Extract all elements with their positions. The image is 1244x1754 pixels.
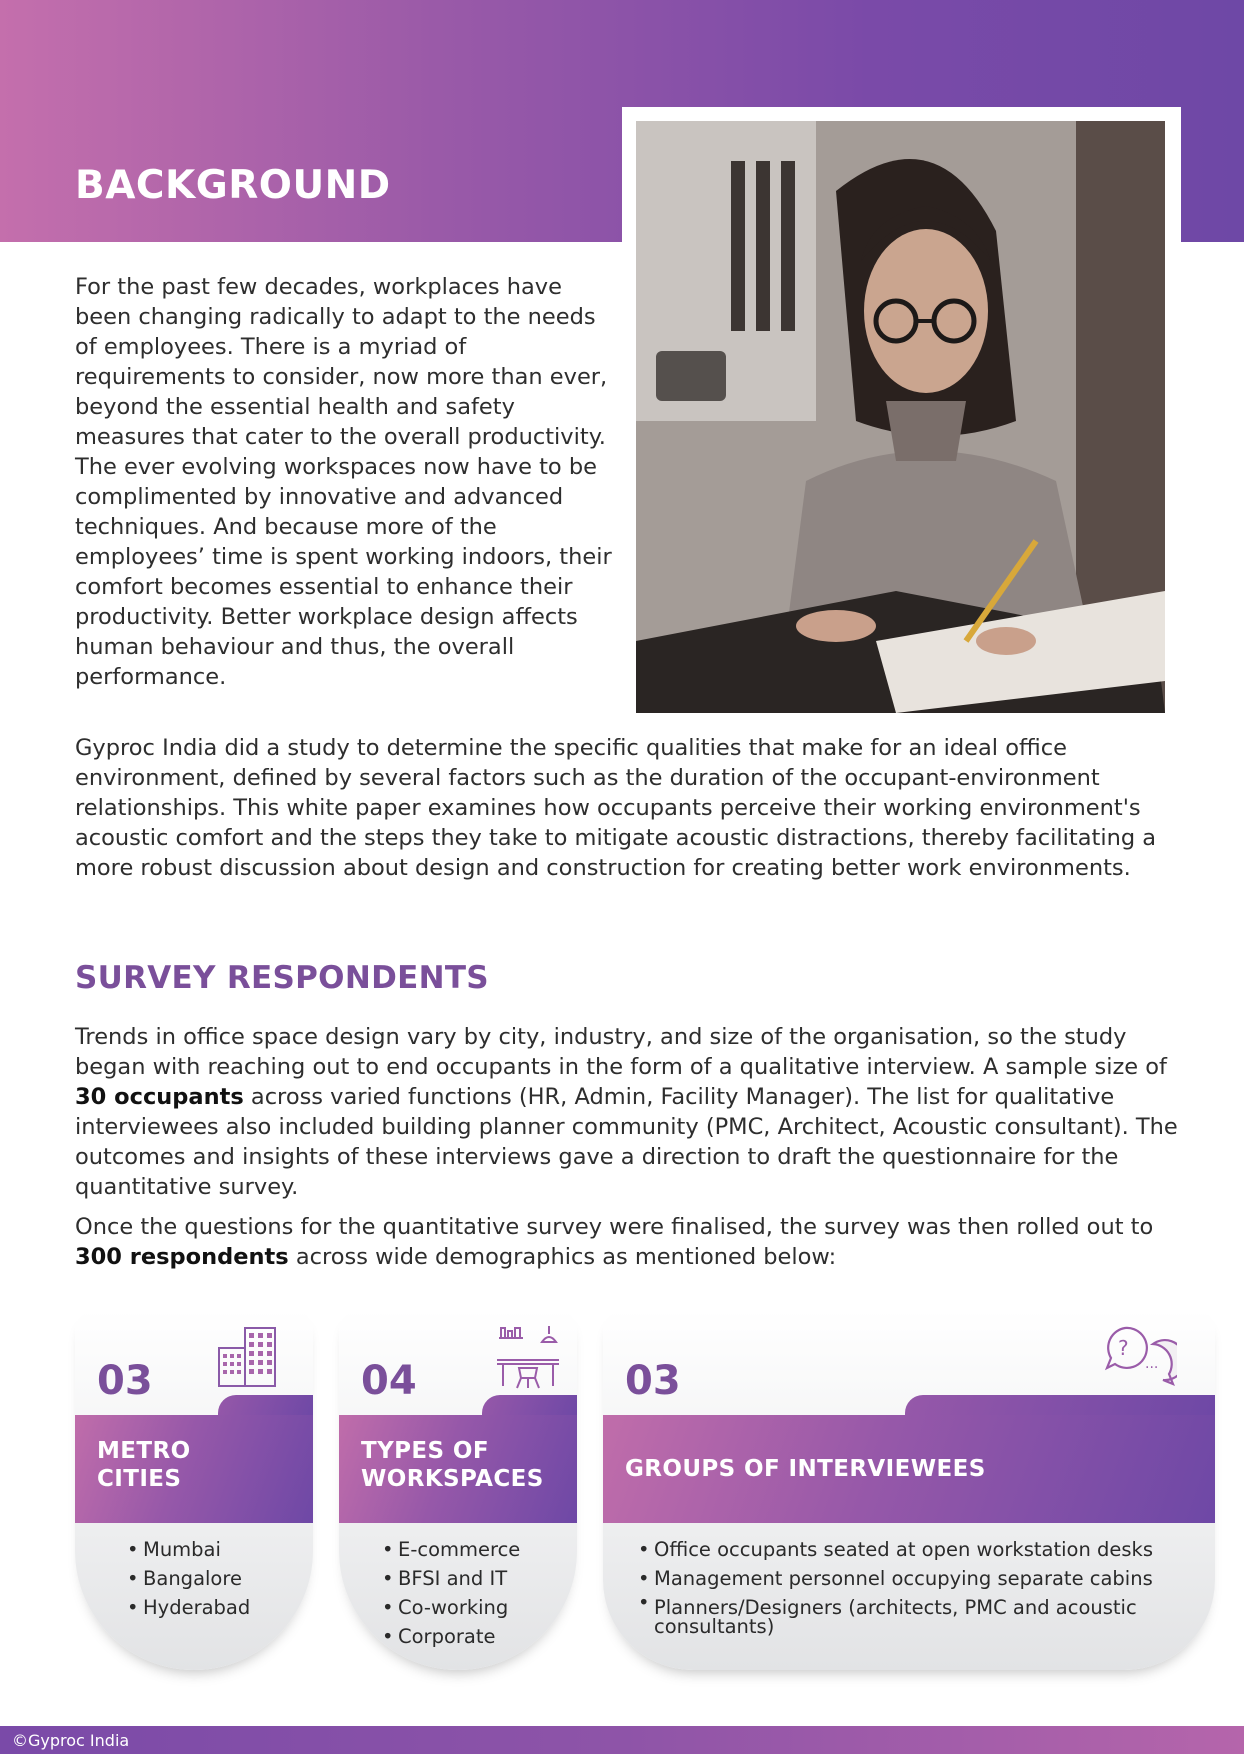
card-label: GROUPS OF INTERVIEWEES bbox=[625, 1456, 986, 1482]
workspace-types-list bbox=[382, 1535, 520, 1651]
survey-paragraph-2: Once the questions for the quantitative survey were finalised, the survey was then rolled out to 300 respondents across wide demographics as mentioned below: bbox=[75, 1214, 1154, 1270]
survey-respondents-title: SURVEY RESPONDENTS bbox=[75, 960, 489, 996]
list-item: • Corporate bbox=[382, 1622, 520, 1651]
groups-of-interviewees-card bbox=[603, 1310, 1215, 1670]
background-paragraph-1: For the past few decades, workplaces have been changing radically to adapt to the needs of employees. There is a myriad of requirements to consider, now more than ever, beyond the essential health and safety measures that cater to the overall productivity. The ever evolving workspaces now have to be complimented by innovative and advanced techniques. And because more of the employees’ time is spent working indoors, their comfort becomes essential to enhance their productivity. Better workplace design affects human behaviour and thus, the overall performance. bbox=[75, 274, 612, 690]
list-item: • BFSI and IT bbox=[382, 1564, 520, 1593]
list-item: • Planners/Designers (architects, PMC and acoustic consultants) bbox=[638, 1593, 1198, 1636]
card-label: METRO CITIES bbox=[97, 1438, 191, 1492]
card-number: 03 bbox=[97, 1358, 153, 1404]
footer-copyright: ©Gyproc India bbox=[12, 1731, 130, 1750]
survey-paragraph-1: Trends in office space design vary by city, industry, and size of the organisation, so the study began with reaching out to end occupants in the form of a qualitative interview. A sample size of 30 occupants across varied functions (HR, Admin, Facility Manager). The list for qualitative interviewees also included building planner community (PMC, Architect, Acoustic consultant). The outcomes and insights of these interviews gave a direction to draft the questionnaire for the quantitative survey. bbox=[75, 1024, 1178, 1200]
list-item: • Bangalore bbox=[127, 1564, 250, 1593]
list-item: • Hyderabad bbox=[127, 1593, 250, 1622]
highlight-30-occupants: 30 occupants bbox=[75, 1084, 244, 1110]
list-item: • E-commerce bbox=[382, 1535, 520, 1564]
card-number: 04 bbox=[361, 1358, 417, 1404]
footer-bar bbox=[0, 1726, 1244, 1754]
types-of-workspaces-card bbox=[339, 1310, 577, 1670]
highlight-300-respondents: 300 respondents bbox=[75, 1244, 289, 1270]
list-item: • Office occupants seated at open workstation desks bbox=[638, 1535, 1198, 1564]
card-label: TYPES OF WORKSPACES bbox=[361, 1438, 544, 1492]
interviewee-groups-list bbox=[638, 1535, 1198, 1636]
svg-text:?: ? bbox=[1118, 1336, 1129, 1360]
metro-cities-list bbox=[127, 1535, 250, 1622]
woman-working-photo bbox=[636, 121, 1165, 713]
chat-bubbles-icon bbox=[1103, 1324, 1177, 1388]
background-title: BACKGROUND bbox=[75, 163, 391, 208]
list-item: • Mumbai bbox=[127, 1535, 250, 1564]
metro-cities-card bbox=[75, 1310, 313, 1670]
buildings-icon bbox=[215, 1324, 279, 1388]
svg-text:...: ... bbox=[1145, 1356, 1159, 1372]
list-item: • Management personnel occupying separate cabins bbox=[638, 1564, 1198, 1593]
workspace-icon bbox=[495, 1324, 561, 1390]
card-number: 03 bbox=[625, 1358, 681, 1404]
background-paragraph-2: Gyproc India did a study to determine the specific qualities that make for an ideal office environment, defined by several factors such as the duration of the occupant-environment relationships. This white paper examines how occupants perceive their working environment's acoustic comfort and the steps they take to mitigate acoustic distractions, thereby facilitating a more robust discussion about design and construction for creating better work environments. bbox=[75, 735, 1157, 881]
list-item: • Co-working bbox=[382, 1593, 520, 1622]
